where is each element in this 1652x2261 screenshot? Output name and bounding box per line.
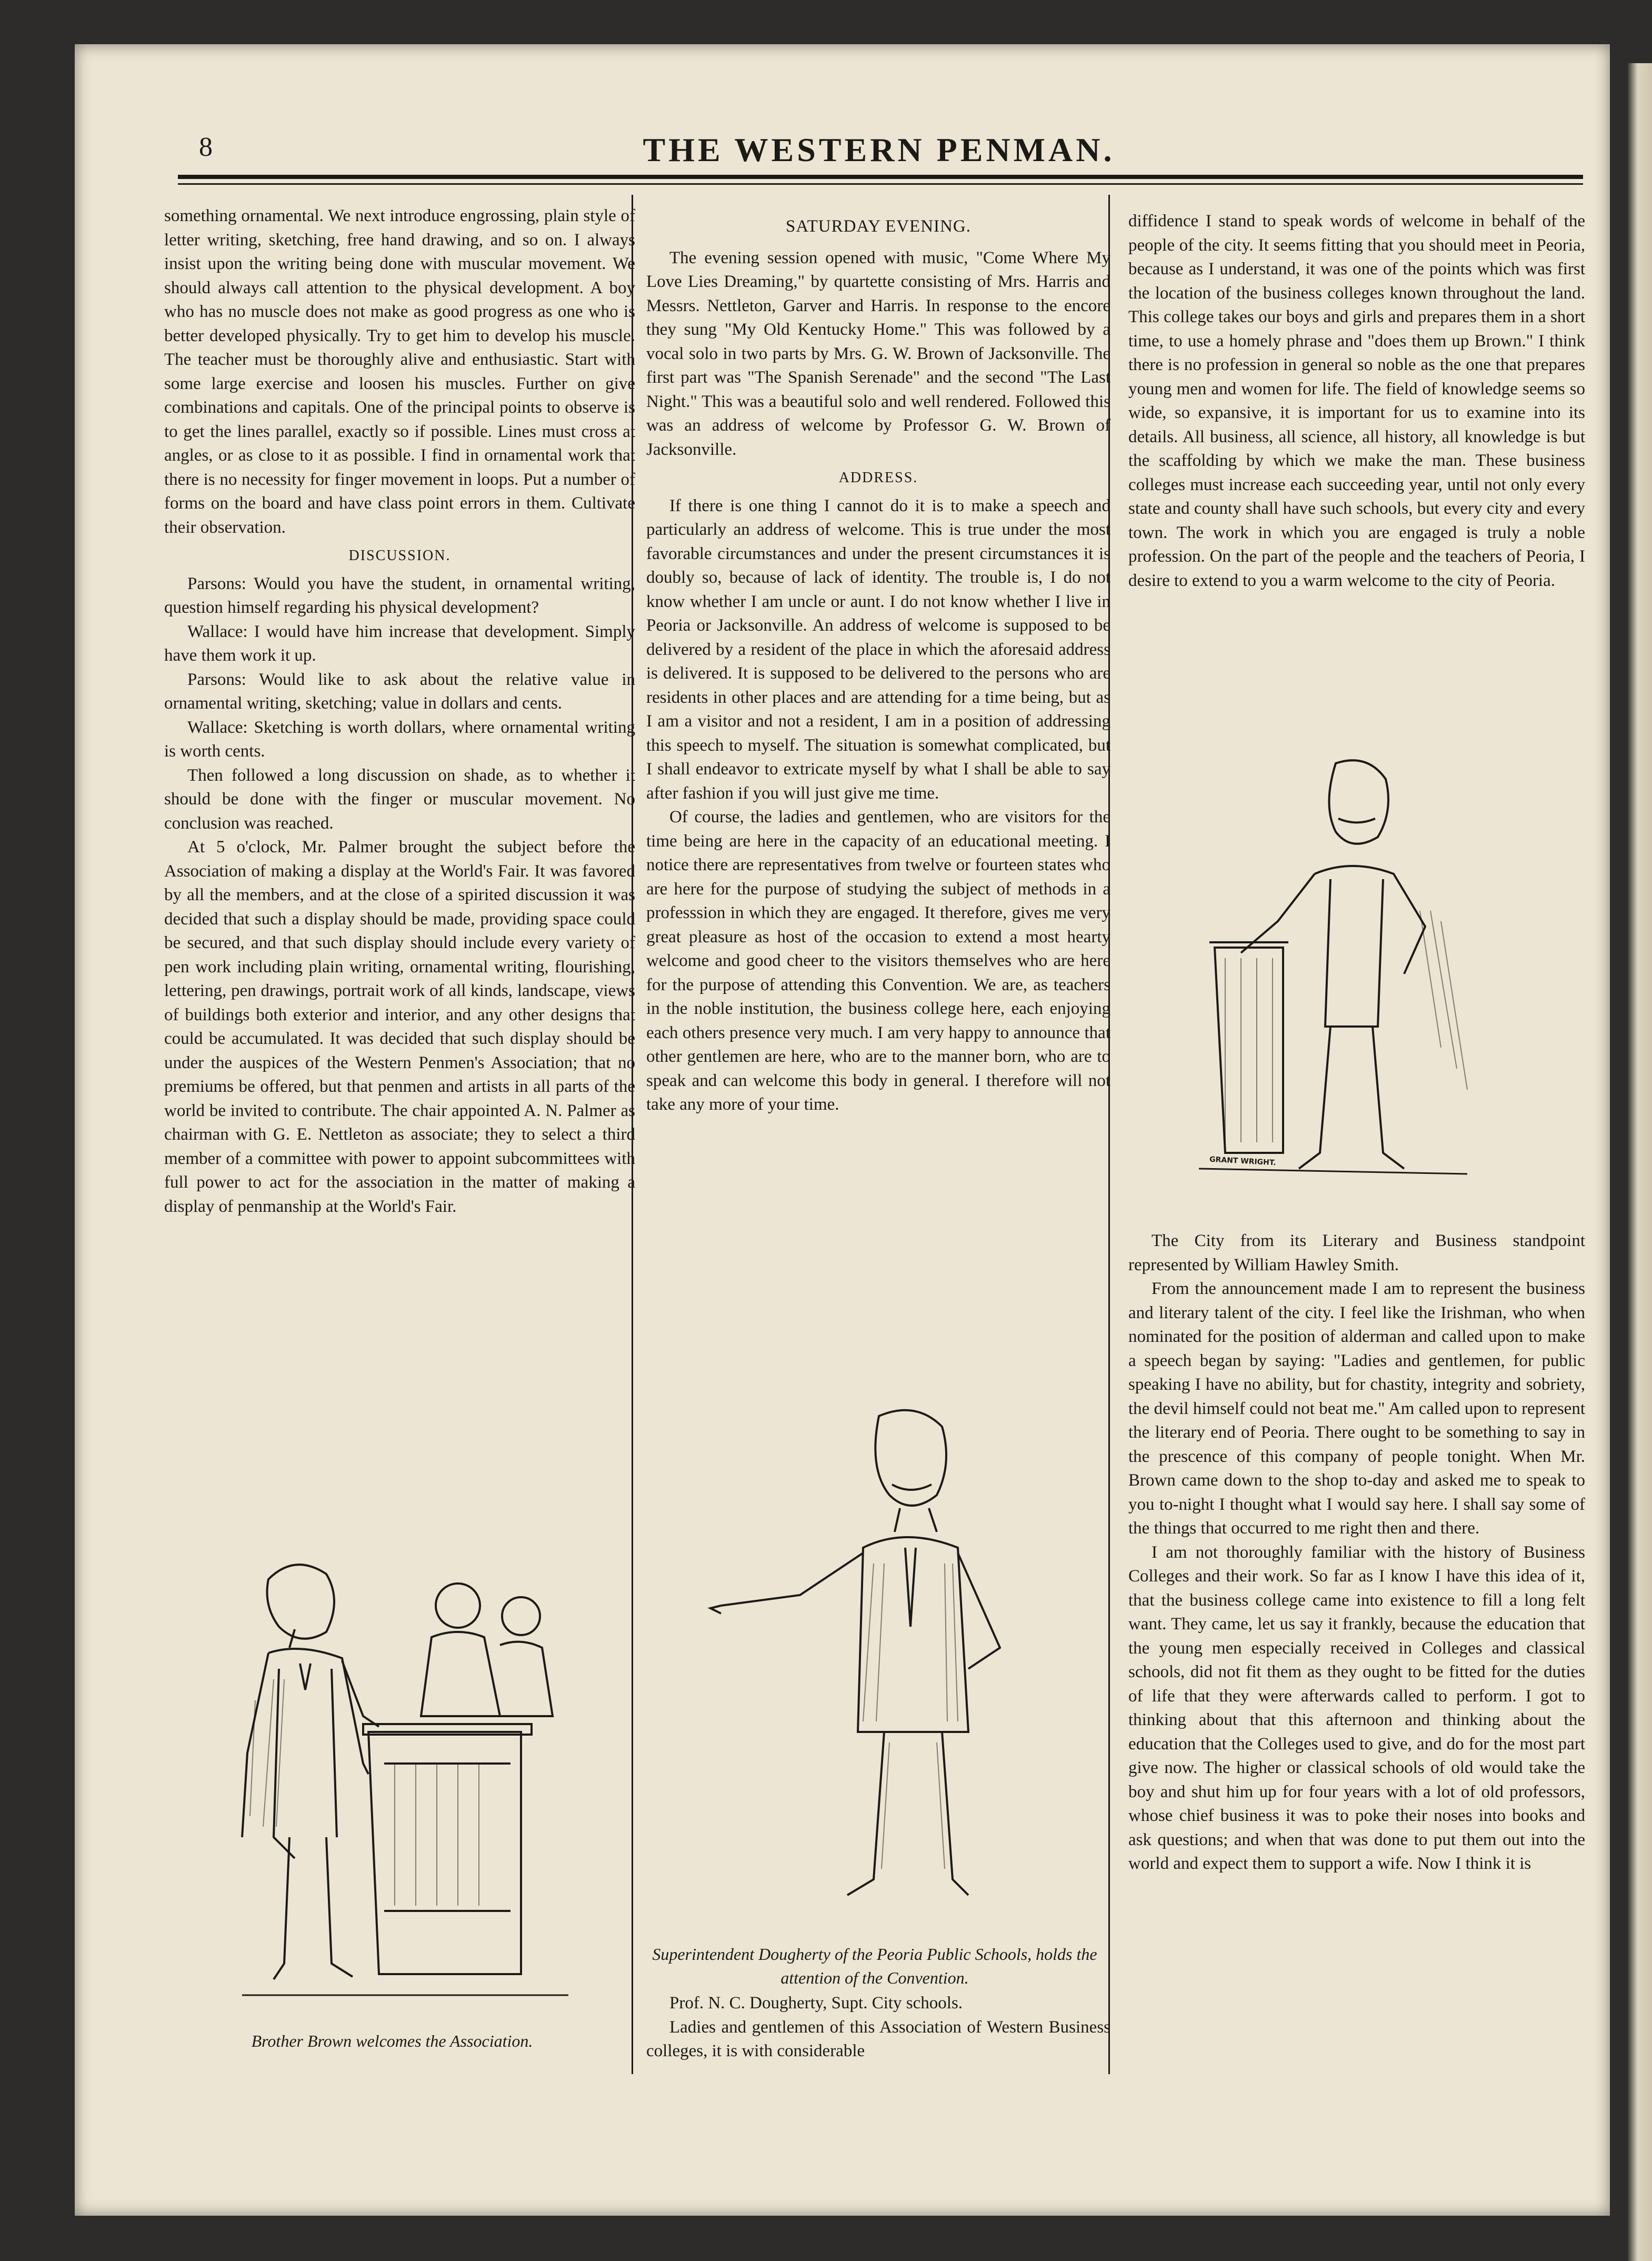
speech-paragraph: Ladies and gentlemen of this Association of Western Business colleges, it is with considerable <box>646 2017 1110 2060</box>
section-heading: ADDRESS. <box>838 470 918 486</box>
section-heading: DISCUSSION. <box>348 547 451 564</box>
speech-paragraph: I am not thoroughly familiar with the history of Business Colleges and their work. So far as I know I have this idea of it, that the business college came into existence to fill a long felt want. They came, let us say it frankly, because the education that the young men especially received in Colleges and classical schools, did not fit them as they ought to be fitted for the duties of life that they were afterwards called to perform. I got to thinking about that this afternoon and thinking about the education that the Colleges used to give, and do for the most part give now. The higher or classical schools of old would take the boy and shut him up for four years with a lot of old professors, whose chief business it was to poke their noses into books and ask questions; and when that was done to put them out into the world and expect them to support a wife. Now I think it is <box>1128 1542 1585 1873</box>
speech-paragraph: diffidence I stand to speak words of welcome in behalf of the people of the city. It seems fitting that you should meet in Peoria, because as I understand, it was one of the points which was first the location of the business colleges known throughout the land. This college takes our boys and girls and prepares them in a short time, to use a homely phrase and "does them up Brown." I think there is no profession in general so noble as the one that prepares young men and women for life. The field of knowledge seems so wide, so expansive, it is important for us to examine into its details. All business, all science, all history, all knowledge is but the scaffolding by which we make the man. These business colleges must increase each succeeding year, until not only every state and county shall have such schools, but every city and every town. The work in which you are engaged is truly a noble profession. On the part of the people and the teachers of Peoria, I desire to extend to you a warm welcome to the city of Peoria. <box>1128 212 1585 590</box>
column-1 <box>164 204 635 1219</box>
book-binding-edge <box>1628 63 1652 2261</box>
article-paragraph: something ornamental. We next introduce engrossing, plain style of letter writing, sketching, free hand drawing, and so on. I always insist upon the writing being done with muscular movement. We should always call attention to the physical development. A boy who has no muscle does not make as good progress as one who is better developed physically. Try to get him to develop his muscle. The teacher must be thoroughly alive and enthusiastic. Start with some large exercise and loosen his muscles. Further on give combinations and capitals. One of the principal points to observe is to get the lines parallel, exactly so if possible. Lines must cross at angles, or as close to it as possible. I find in ornamental work that there is no necessity for finger movement in loops. Put a number of forms on the board and have class point errors in them. Cultivate their observation. <box>164 206 635 537</box>
illustration-caption: Brother Brown welcomes the Association. <box>251 2031 533 2050</box>
speaker-illustration <box>1194 753 1520 1211</box>
column-2-continued <box>646 1991 1110 2064</box>
discussion-paragraph: Then followed a long discussion on shade, as to whether it should be done with the finger or muscular movement. No conclusion was reached. <box>164 765 635 833</box>
header-rule <box>178 175 1583 179</box>
column-3-continued <box>1128 1229 1585 1876</box>
discussion-paragraph: At 5 o'clock, Mr. Palmer brought the subject before the Association of making a display at the World's Fair. It was favored by all the members, and at the close of a spirited discussion it was decided that such a display should be made, providing space could be secured, and that such display should include every variety of pen work including plain writing, ornamental writing, flourishing, lettering, pen drawings, portrait work of all kinds, landscape, views of buildings both exterior and interior, and any other designs that could be accumulated. It was decided that such display should be under the auspices of the Western Penmen's Association; that no premiums be offered, but that penmen and artists in all parts of the world be invited to contribute. The chair appointed A. N. Palmer as chairman with G. E. Nettleton as associate; they to select a third member of a committee with power to appoint subcommittees with full power to act for the association in the matter of making a display of penmanship at the World's Fair. <box>164 838 635 1216</box>
address-paragraph: Of course, the ladies and gentlemen, who are visitors for the time being are here in the capacity of an educational meeting. I notice there are representatives from twelve or fourteen states who are here for the purpose of studying the subject of methods in a professsion in which they are engaged. It therefore, gives me very great pleasure as host of the occasion to extend a most hearty welcome and good cheer to the visitors themselves who are here for the purpose of attending this Convention. We are, as teachers in the noble institution, the business college here, each enjoying each others presence very much. I am very happy to announce that other gentlemen are here, who are to the manner born, who are to speak and can welcome this body in general. I therefore will not take any more of your time. <box>646 808 1110 1114</box>
article-paragraph: The evening session opened with music, "Come Where My Love Lies Dreaming," by quartette consisting of Mrs. Harris and Messrs. Nettleton, Garver and Harris. In response to the encore they sung "My Old Kentucky Home." This was followed by a vocal solo in two parts by Mrs. G. W. Brown of Jacksonville. The first part was "The Spanish Serenade" and the second "The Last Night." This was a beautiful solo and well rendered. Followed this was an address of welcome by Professor G. W. Brown of Jacksonville. <box>646 248 1110 459</box>
section-heading: The City from its Literary and Business standpoint represented by William Hawley Smith. <box>1128 1231 1585 1274</box>
discussion-paragraph: Parsons: Would you have the student, in ornamental writing, question himself regarding his physical development? <box>164 574 635 617</box>
column-2 <box>646 210 1110 1117</box>
discussion-paragraph: Wallace: Sketching is worth dollars, where ornamental writing is worth cents. <box>164 718 635 761</box>
page-title: THE WESTERN PENMAN. <box>643 131 1115 168</box>
man-pointing-drawing <box>705 1395 1058 1932</box>
page-number: 8 <box>199 132 213 162</box>
discussion-paragraph: Wallace: I would have him increase that development. Simply have them work it up. <box>164 622 635 665</box>
address-paragraph: If there is one thing I cannot do it is to make a speech and particularly an address of welcome. This is true under the most favorable circumstances and under the present circumstances it is doubly so, because of lack of identity. The trouble is, I do not know whether I am uncle or aunt. I do not know whether I live in Peoria or Jacksonville. An address of welcome is supposed to be delivered by a resident of the place in which the aforesaid address is delivered. It is supposed to be delivered to the persons who are residents in other places and are attending for a time being, but as I am a visitor and not a resident, I am in a position of addressing this speech to myself. The situation is somewhat complicated, but I shall endeavor to extricate myself by what I shall be able to say after fashion if you will just give me time. <box>646 496 1110 803</box>
section-heading: SATURDAY EVENING. <box>786 217 971 236</box>
column-3 <box>1128 210 1585 593</box>
discussion-paragraph: Parsons: Would like to ask about the relative value in ornamental writing, sketching; value in dollars and cents. <box>164 670 635 713</box>
speaker-at-podium-drawing <box>205 1542 589 2021</box>
dougherty-illustration <box>705 1395 1058 1932</box>
illustration-caption: Superintendent Dougherty of the Peoria Public Schools, holds the attention of the Convention. <box>652 1945 1097 1987</box>
speaker-line: Prof. N. C. Dougherty, Supt. City schools. <box>669 1994 963 2013</box>
speech-paragraph: From the announcement made I am to represent the business and literary talent of the city. I feel like the Irishman, who when nominated for the position of alderman and called upon to make a speech began by saying: "Ladies and gentlemen, for public speaking I have no ability, but for chastity, integrity and sobriety, the devil himself could not beat me." Am called upon to represent the literary end of Peoria. There ought to be something to say in the prescence of this company of people tonight. When Mr. Brown came down to the shop to-day and asked me to speak to you to-night I thought what I would say here. I shall say some of the things that occurred to me right then and there. <box>1128 1279 1585 1538</box>
artist-signature: GRANT WRIGHT. <box>1209 1155 1276 1168</box>
header-rule-thin <box>178 183 1583 185</box>
standing-man-drawing <box>1194 753 1520 1211</box>
brother-brown-illustration <box>205 1542 589 2021</box>
